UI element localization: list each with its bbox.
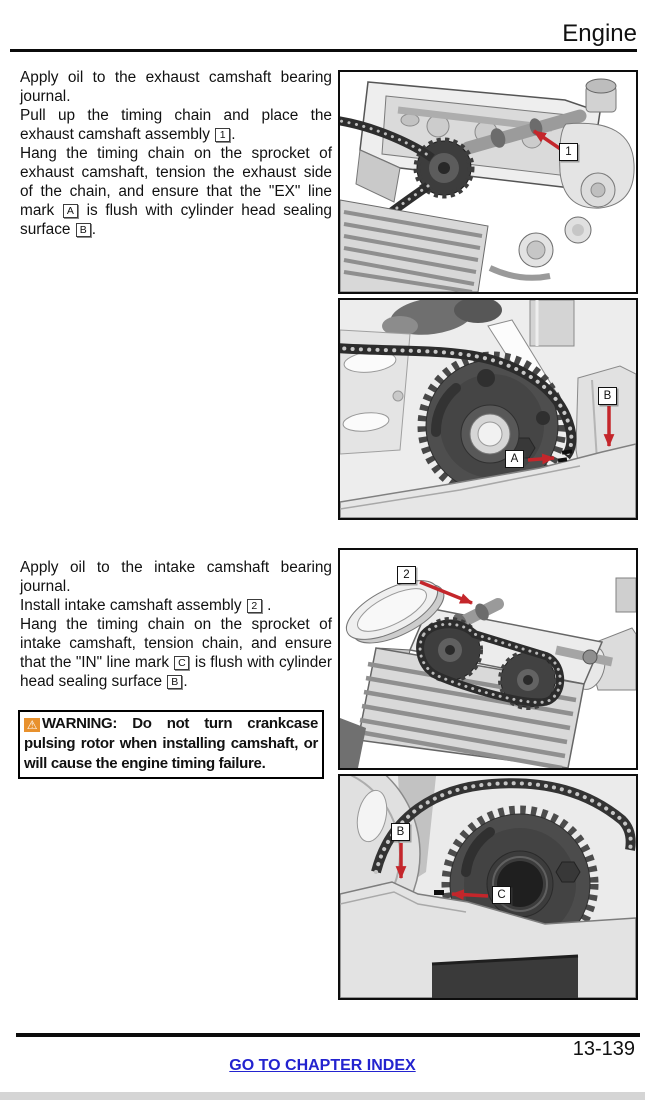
figure-exhaust-camshaft-install (338, 70, 638, 294)
warning-triangle-icon: ⚠ (24, 718, 40, 732)
callout-arrow (452, 894, 488, 896)
footer-rule (16, 1033, 640, 1037)
callout-arrow (528, 458, 554, 460)
callout-label: B (598, 387, 617, 405)
callout-label: 2 (397, 566, 416, 584)
paragraph: Apply oil to the intake camshaft bearing journal. (20, 559, 332, 595)
part-ref-box: C (174, 656, 189, 670)
figure-intake-camshaft-install (338, 548, 638, 770)
callout-label: C (492, 886, 511, 904)
figure-in-mark-alignment (338, 774, 638, 1000)
bottom-gray-bar (0, 1092, 645, 1100)
part-ref-box: B (167, 675, 182, 689)
exhaust-sprocket-closeup-illustration (340, 300, 636, 518)
part-ref-box: 1 (215, 128, 230, 142)
intake-sprocket-closeup-illustration (340, 776, 636, 998)
cylinder-head-top-illustration (340, 72, 636, 292)
header-rule (10, 49, 637, 52)
paragraph: Hang the timing chain on the sprocket of exhaust camshaft, tension the exhaust side of the chain, and ensure that the "EX" line mark A is flush with cylinder head sealing surface B . (20, 145, 332, 238)
callout-label: A (505, 450, 524, 468)
page-title: Engine (562, 20, 637, 47)
paragraph: Install intake camshaft assembly 2 . (20, 597, 272, 614)
paragraph: Apply oil to the exhaust camshaft bearing journal. (20, 69, 332, 105)
paragraph: Hang the timing chain on the sprocket of intake camshaft, tension chain, and ensure that the "IN" line mark C is flush with cylinder head sealing surface B . (20, 616, 332, 690)
part-ref-box: B (76, 223, 91, 237)
instructions-intake-camshaft (20, 558, 332, 691)
instructions-exhaust-camshaft (20, 68, 332, 239)
callout-label: B (391, 823, 410, 841)
part-ref-box: A (63, 204, 78, 218)
chapter-index-link[interactable]: GO TO CHAPTER INDEX (229, 1057, 416, 1074)
warning-box (18, 710, 324, 779)
cylinder-head-intake-illustration (340, 550, 636, 768)
callout-label: 1 (559, 143, 578, 161)
warning-text: WARNING: Do not turn crankcase pulsing rotor when installing camshaft, or will cause the engine timing failure. (24, 715, 318, 772)
part-ref-box: 2 (247, 599, 262, 613)
page-number: 13-139 (572, 1038, 635, 1060)
figure-ex-mark-alignment (338, 298, 638, 520)
paragraph: Pull up the timing chain and place the exhaust camshaft assembly 1 . (20, 107, 332, 143)
